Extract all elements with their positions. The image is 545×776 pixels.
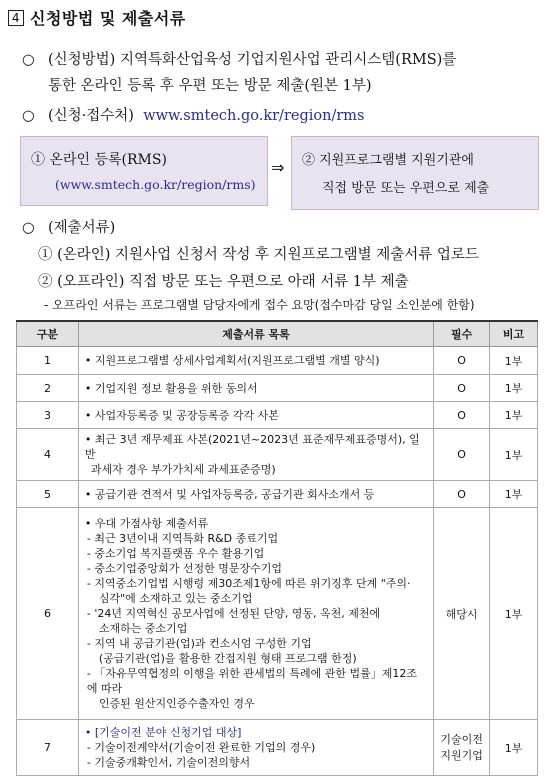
row-documents (78, 508, 433, 720)
row-required: O (434, 481, 490, 508)
table-row (17, 481, 538, 508)
document-line: 소재하는 중소기업 (98, 622, 188, 635)
table-row (17, 720, 538, 776)
row-documents (78, 429, 433, 481)
row-remarks: 1부 (490, 402, 538, 429)
row-documents (78, 481, 433, 508)
row-number: 2 (17, 375, 79, 402)
bullet: ○ (22, 220, 35, 236)
row-documents (78, 720, 433, 776)
document-line: • 우대 가점사항 제출서류 (84, 517, 209, 530)
document-line: 심각"에 소재하고 있는 중소기업 (98, 592, 253, 605)
method-line-2: 통한 온라인 등록 후 우편 또는 방문 제출(원본 1부) (48, 78, 372, 94)
documents-table (16, 320, 538, 776)
document-line: 인증된 원산지인증수출자인 경우 (98, 697, 255, 710)
section-number: 4 (8, 10, 24, 26)
row-number: 4 (17, 429, 79, 481)
row-number: 3 (17, 402, 79, 429)
row-number: 5 (17, 481, 79, 508)
table-row (17, 402, 538, 429)
offline-step-line-2: 직접 방문 또는 우편으로 제출 (322, 181, 490, 196)
col-header-category: 구분 (17, 321, 79, 347)
row-remarks: 1부 (490, 429, 538, 481)
row-required: O (434, 402, 490, 429)
document-line: • [기술이전 분야 신청기업 대상] (84, 726, 242, 739)
row-remarks: 1부 (490, 481, 538, 508)
row-documents (78, 375, 433, 402)
document-line: - 지역중소기업법 시행령 제30조제1항에 따른 위기징후 단계 "주의· (86, 577, 411, 590)
row-documents (78, 347, 433, 375)
row-number: 1 (17, 347, 79, 375)
row-number: 7 (17, 720, 79, 776)
place-line (22, 104, 364, 125)
bullet: ○ (22, 108, 35, 124)
document-line: • 최근 3년 재무제표 사본(2021년~2023년 표준재무제표증명서), 일반 (84, 433, 420, 461)
row-remarks: 1부 (490, 720, 538, 776)
document-line: • 지원프로그램별 상세사업계획서(지원프로그램별 개별 양식) (84, 354, 380, 367)
row-required: O (434, 429, 490, 481)
row-remarks: 1부 (490, 375, 538, 402)
arrow-right-icon: ⇒ (271, 158, 285, 177)
row-documents (78, 402, 433, 429)
docs-step-2: ② (오프라인) 직접 방문 또는 우편으로 아래 서류 1부 제출 (38, 274, 409, 290)
document-line: 과세자 경우 부가가치세 과세표준증명) (90, 463, 276, 476)
docs-heading (22, 216, 115, 237)
online-step-title: ① 온라인 등록(RMS) (31, 152, 167, 168)
document-line: - 기술중개확인서, 기술이전의향서 (86, 756, 251, 769)
online-step-box (20, 136, 268, 206)
document-line: • 공급기관 견적서 및 사업자등록증, 공급기관 회사소개서 등 (84, 487, 375, 501)
col-header-remarks: 비고 (490, 321, 538, 347)
row-required: O (434, 375, 490, 402)
document-line: - 중소기업중앙회가 선정한 명문장수기업 (86, 562, 282, 575)
online-step-url[interactable]: (www.smtech.go.kr/region/rms) (55, 177, 256, 192)
docs-step-1: ① (온라인) 지원사업 신청서 작성 후 지원프로그램별 제출서류 업로드 (38, 247, 479, 263)
place-label: (신청·접수처) (48, 108, 134, 124)
docs-note: - 오프라인 서류는 프로그램별 담당자에게 접수 요망(접수마감 당일 소인분에 한함) (44, 298, 475, 312)
row-required: O (434, 347, 490, 375)
row-remarks: 1부 (490, 347, 538, 375)
section-title-text: 신청방법 및 제출서류 (30, 9, 186, 28)
document-line: - 기술이전계약서(기술이전 완료한 기업의 경우) (86, 741, 316, 754)
place-url-link[interactable]: www.smtech.go.kr/region/rms (143, 108, 365, 124)
document-line: - 「자유무역협정의 이행을 위한 관세법의 특례에 관한 법률」제12조에 따라 (86, 667, 417, 695)
docs-label: (제출서류) (48, 220, 116, 236)
table-header-row (17, 321, 538, 347)
row-remarks: 1부 (490, 508, 538, 720)
table-row (17, 375, 538, 402)
row-required: 해당시 (434, 508, 490, 720)
bullet: ○ (22, 52, 35, 68)
document-line: - 지역 내 공급기관(업)과 컨소시엄 구성한 기업 (86, 637, 312, 650)
offline-step-line-1: ② 지원프로그램별 지원기관에 (302, 153, 474, 168)
col-header-required: 필수 (434, 321, 490, 347)
document-line: - 중소기업 복지플랫폼 우수 활용기업 (86, 547, 265, 560)
offline-step-box (291, 136, 539, 210)
method-text-1: (신청방법) 지역특화산업육성 기업지원사업 관리시스템(RMS)를 (48, 52, 457, 68)
document-line: • 기업지원 정보 활용을 위한 동의서 (84, 381, 258, 395)
document-line: (공급기관(업)을 활용한 간접지원 형태 프로그램 한정) (98, 652, 357, 665)
document-line: • 사업자등록증 및 공장등록증 각각 사본 (84, 408, 279, 422)
document-line: - '24년 지역혁신 공모사업에 선정된 단양, 영동, 옥천, 제천에 (86, 607, 381, 620)
table-row (17, 429, 538, 481)
row-number: 6 (17, 508, 79, 720)
table-row (17, 508, 538, 720)
section-title (8, 6, 186, 29)
table-row (17, 347, 538, 375)
document-line: - 최근 3년이내 지역특화 R&D 종료기업 (86, 532, 279, 545)
method-line-1 (22, 48, 456, 69)
row-required: 기술이전 지원기업 (434, 720, 490, 776)
col-header-documents: 제출서류 목록 (78, 321, 433, 347)
